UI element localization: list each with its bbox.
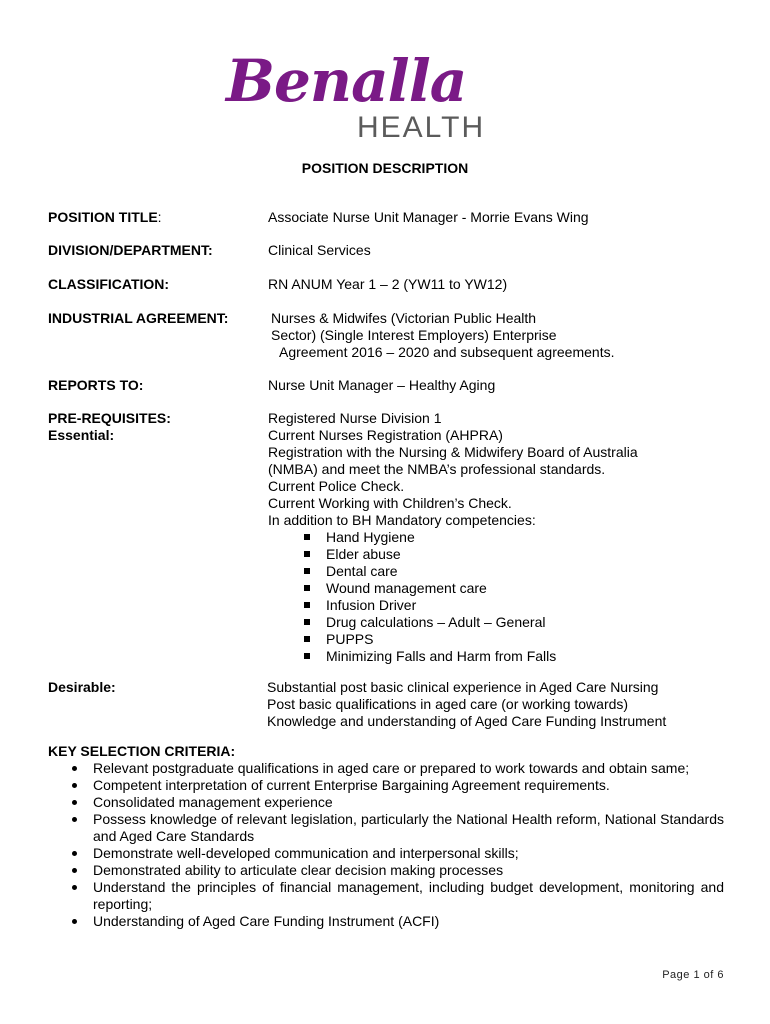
desirable-line: Substantial post basic clinical experience in Aged Care Nursing xyxy=(267,679,659,695)
reports-to-value: Nurse Unit Manager – Healthy Aging xyxy=(268,377,496,393)
criteria-item: Consolidated management experience xyxy=(48,794,724,811)
document-title: POSITION DESCRIPTION xyxy=(301,160,469,176)
classification-label: CLASSIFICATION: xyxy=(48,276,170,292)
desirable-line: Knowledge and understanding of Aged Care Funding Instrument xyxy=(267,713,667,729)
criteria-item: Understand the principles of financial management, including budget development, monitoring and reporting; xyxy=(48,879,724,913)
prereq-line: Current Police Check. xyxy=(268,478,405,494)
logo-sub-text: HEALTH xyxy=(357,111,486,144)
prereq-line: Registered Nurse Division 1 xyxy=(268,410,442,426)
competency-item: Hand Hygiene xyxy=(268,529,638,546)
competency-item: Drug calculations – Adult – General xyxy=(268,614,638,631)
industrial-line: Agreement 2016 – 2020 and subsequent agreements. xyxy=(279,344,615,360)
prereq-line: Current Working with Children’s Check. xyxy=(268,495,512,511)
prerequisites-value xyxy=(268,410,638,665)
division-value: Clinical Services xyxy=(268,242,371,258)
prereq-line: In addition to BH Mandatory competencies: xyxy=(268,512,536,528)
essential-heading: Essential: xyxy=(48,427,115,443)
reports-to-label: REPORTS TO: xyxy=(48,377,144,393)
position-title-value: Associate Nurse Unit Manager - Morrie Evans Wing xyxy=(268,209,589,225)
position-title-label-text: POSITION TITLE xyxy=(48,209,158,225)
key-selection-criteria-heading: KEY SELECTION CRITERIA: xyxy=(48,743,236,759)
division-label: DIVISION/DEPARTMENT: xyxy=(48,242,213,258)
prereq-line: Current Nurses Registration (AHPRA) xyxy=(268,427,503,443)
criteria-item: Relevant postgraduate qualifications in aged care or prepared to work towards and obtain same; xyxy=(48,760,724,777)
classification-value: RN ANUM Year 1 – 2 (YW11 to YW12) xyxy=(268,276,508,292)
desirable-value xyxy=(267,679,666,730)
industrial-agreement-label: INDUSTRIAL AGREEMENT: xyxy=(48,310,229,326)
desirable-line: Post basic qualifications in aged care (or working towards) xyxy=(267,696,629,712)
benalla-health-logo xyxy=(222,40,512,152)
prereq-line: Registration with the Nursing & Midwifery Board of Australia xyxy=(268,444,638,460)
criteria-item: Possess knowledge of relevant legislation, particularly the National Health reform, National Standards and Aged Care Standards xyxy=(48,811,724,845)
position-title-label xyxy=(48,209,162,226)
prereq-line: (NMBA) and meet the NMBA’s professional standards. xyxy=(268,461,606,477)
position-title-colon: : xyxy=(157,209,162,225)
industrial-line: Sector) (Single Interest Employers) Enterprise xyxy=(271,327,557,343)
competency-item: Elder abuse xyxy=(268,546,638,563)
competency-item: Wound management care xyxy=(268,580,638,597)
competency-item: Minimizing Falls and Harm from Falls xyxy=(268,648,638,665)
competencies-list xyxy=(268,529,638,665)
criteria-item: Demonstrate well-developed communication and interpersonal skills; xyxy=(48,845,724,862)
criteria-item: Demonstrated ability to articulate clear decision making processes xyxy=(48,862,724,879)
criteria-item: Understanding of Aged Care Funding Instrument (ACFI) xyxy=(48,913,724,930)
page-number: Page 1 of 6 xyxy=(662,969,724,981)
industrial-agreement-value xyxy=(271,310,614,361)
key-selection-criteria-list xyxy=(48,760,724,930)
prerequisites-label xyxy=(48,410,171,444)
desirable-label: Desirable: xyxy=(48,679,116,695)
industrial-line: Nurses & Midwifes (Victorian Public Health xyxy=(271,310,537,326)
prerequisites-heading: PRE-REQUISITES: xyxy=(48,410,171,426)
logo-script-text: Benalla xyxy=(226,47,467,115)
competency-item: Infusion Driver xyxy=(268,597,638,614)
competency-item: PUPPS xyxy=(268,631,638,648)
criteria-item: Competent interpretation of current Enterprise Bargaining Agreement requirements. xyxy=(48,777,724,794)
competency-item: Dental care xyxy=(268,563,638,580)
